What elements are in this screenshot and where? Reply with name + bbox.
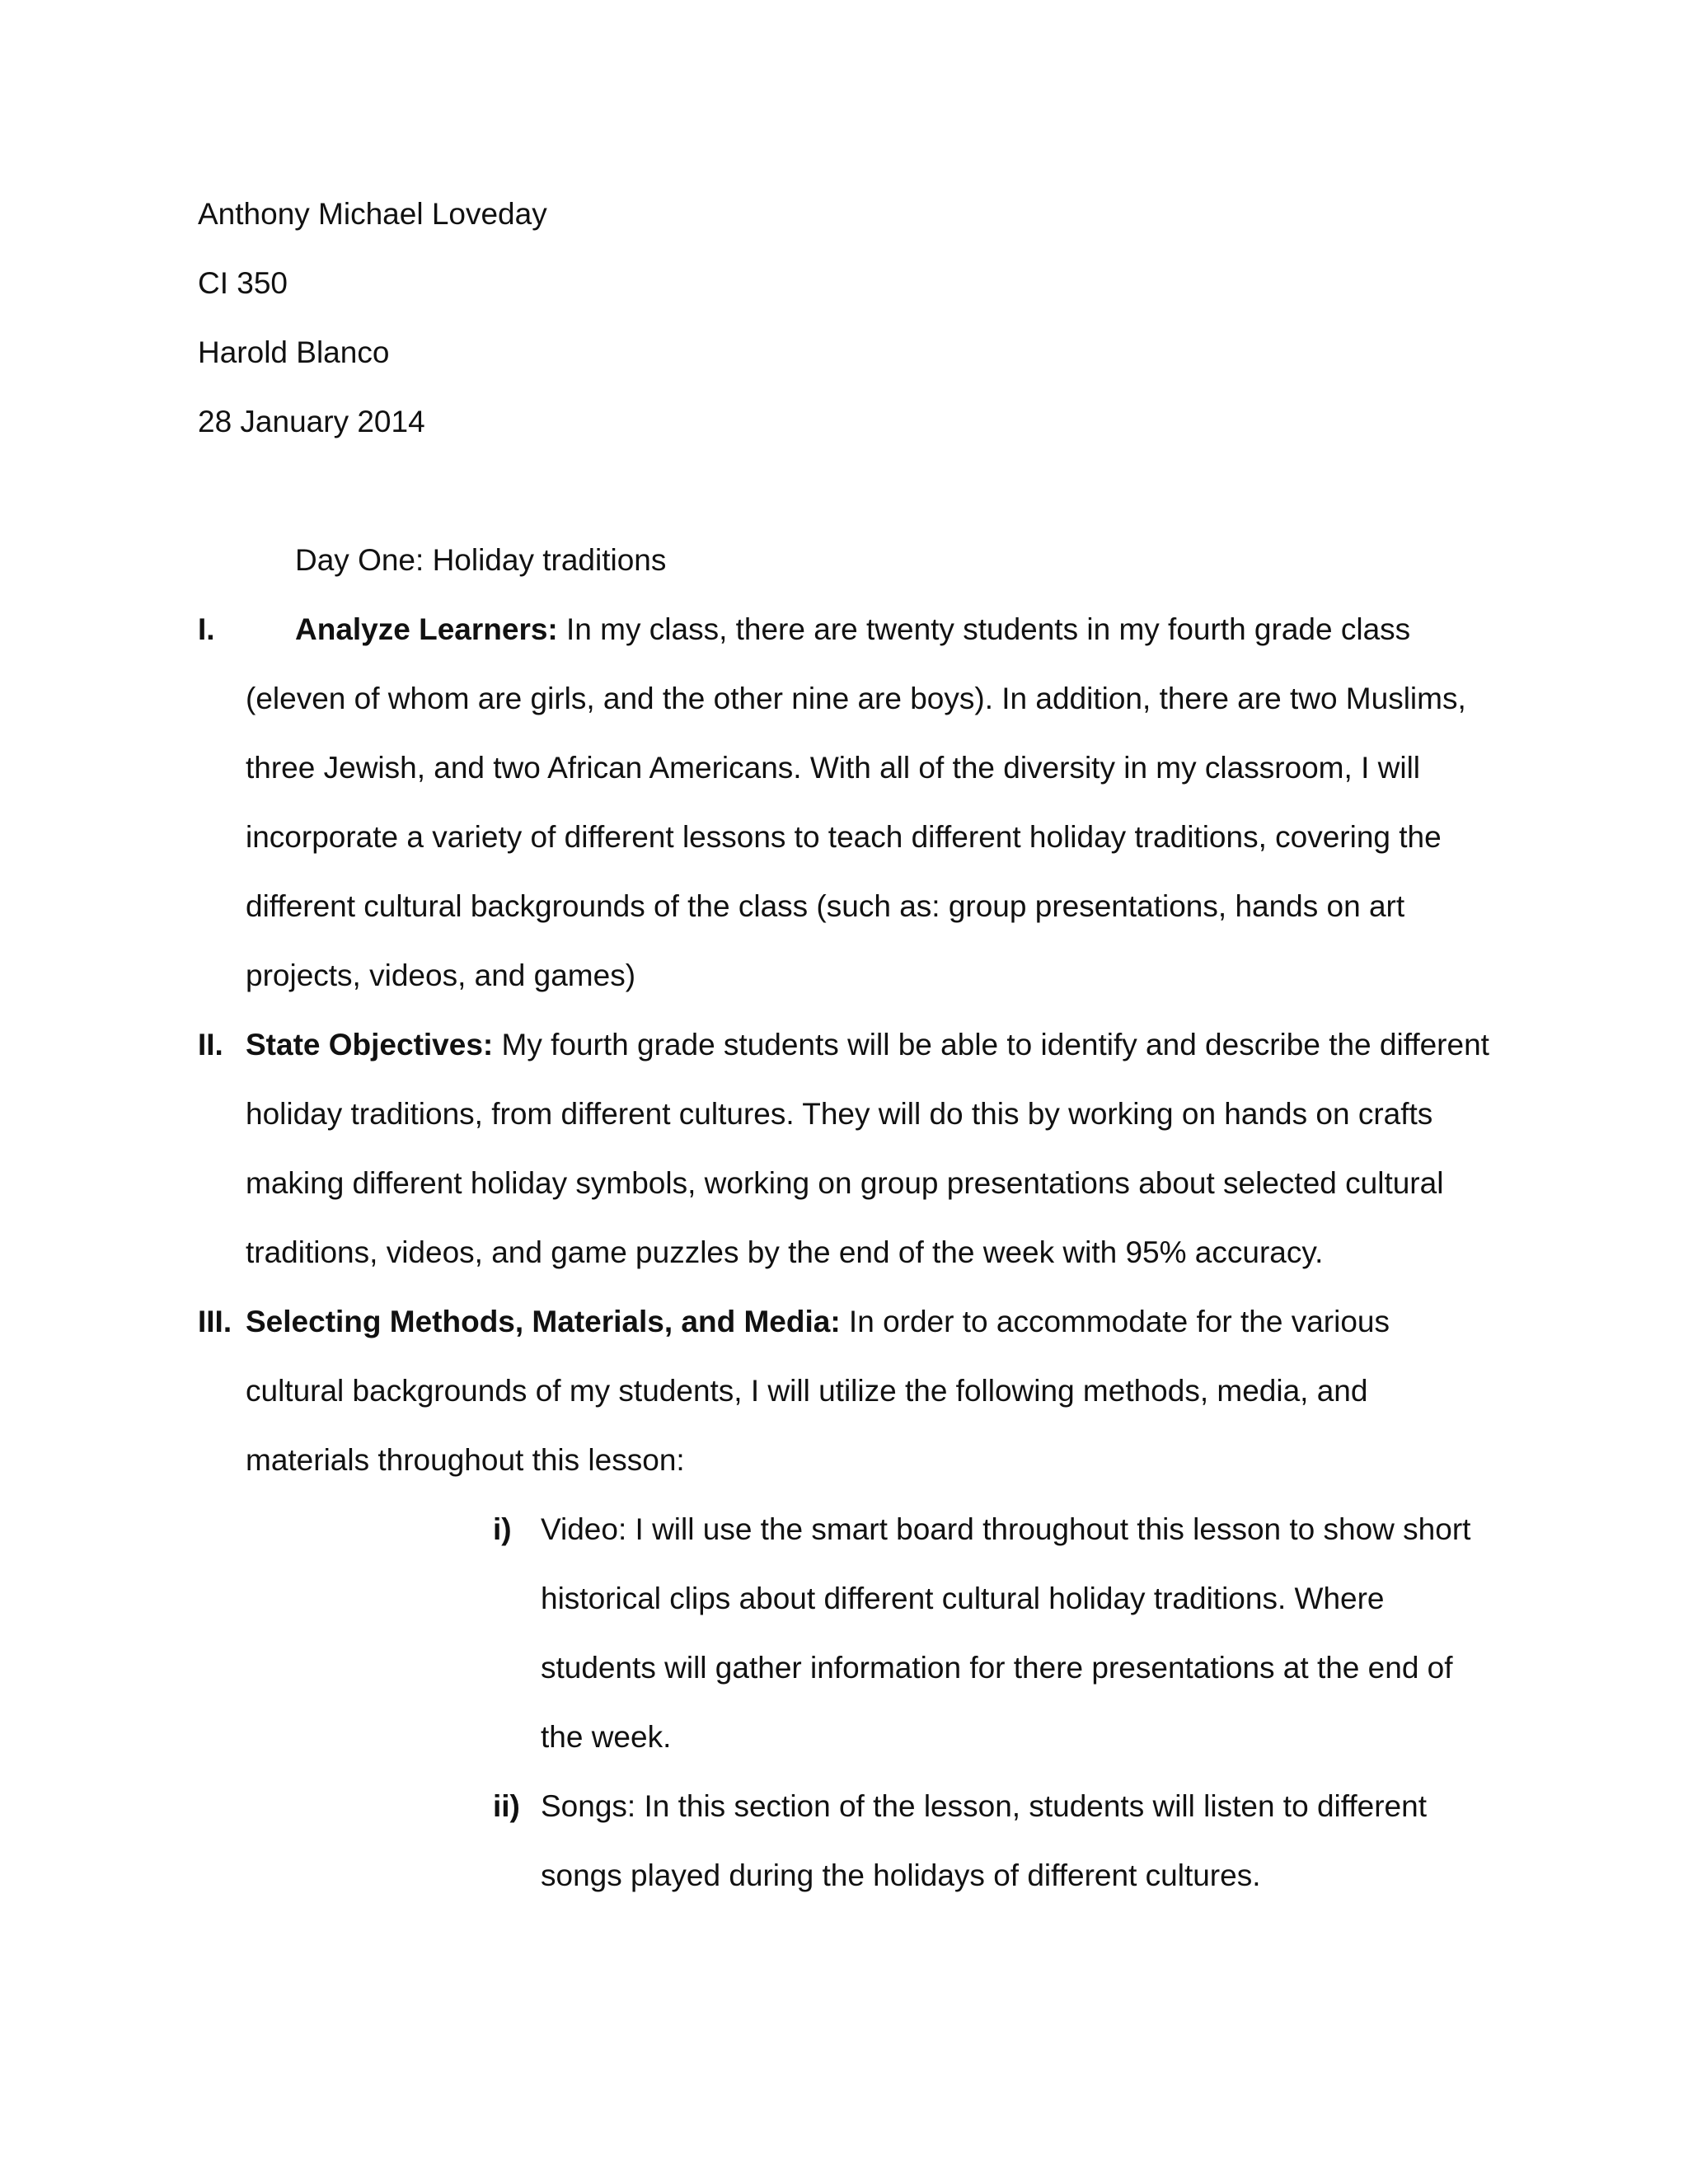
section-numeral: II. — [198, 1028, 223, 1062]
section-heading: State Objectives: — [246, 1028, 494, 1062]
section-text-line: different cultural backgrounds of the class (such as: group presentations, hands on art — [246, 889, 1405, 923]
section-numeral: III. — [198, 1305, 232, 1338]
section-heading: Selecting Methods, Materials, and Media: — [246, 1305, 841, 1338]
sub-item-text-line: Songs: In this section of the lesson, students will listen to different — [541, 1789, 1427, 1823]
sub-item-text-line: historical clips about different cultural holiday traditions. Where — [541, 1582, 1385, 1615]
section-text-line: (eleven of whom are girls, and the other nine are boys). In addition, there are two Muslims, — [246, 682, 1466, 715]
section-text-line: incorporate a variety of different lessons to teach different holiday traditions, covering the — [246, 820, 1442, 854]
course-code: CI 350 — [198, 266, 288, 300]
section-first-line — [246, 1287, 1390, 1357]
instructor-name: Harold Blanco — [198, 335, 390, 369]
sub-item-text-line: Video: I will use the smart board throughout this lesson to show short — [541, 1512, 1471, 1546]
document-date: 28 January 2014 — [198, 405, 425, 438]
section-text: In order to accommodate for the various — [840, 1305, 1390, 1338]
sub-item-text-line: songs played during the holidays of different cultures. — [541, 1858, 1261, 1892]
section-first-line — [246, 1010, 1489, 1080]
author-name: Anthony Michael Loveday — [198, 197, 547, 231]
section-text: In my class, there are twenty students in my fourth grade class — [557, 612, 1411, 646]
day-title: Day One: Holiday traditions — [295, 543, 667, 577]
section-text-line: holiday traditions, from different cultures. They will do this by working on hands on crafts — [246, 1097, 1433, 1131]
section-text-line: projects, videos, and games) — [246, 958, 636, 992]
section-heading: Analyze Learners: — [295, 612, 558, 646]
section-text-line: traditions, videos, and game puzzles by the end of the week with 95% accuracy. — [246, 1235, 1324, 1269]
section-text-line: materials throughout this lesson: — [246, 1443, 685, 1477]
sub-item-numeral: i) — [493, 1512, 512, 1546]
section-first-line — [295, 595, 1410, 664]
section-text-line: cultural backgrounds of my students, I will utilize the following methods, media, and — [246, 1374, 1368, 1408]
section-numeral: I. — [198, 612, 215, 646]
section-text-line: making different holiday symbols, working on group presentations about selected cultural — [246, 1166, 1444, 1200]
sub-item-numeral: ii) — [493, 1789, 520, 1823]
section-text: My fourth grade students will be able to identify and describe the different — [493, 1028, 1489, 1062]
section-text-line: three Jewish, and two African Americans. With all of the diversity in my classroom, I will — [246, 751, 1421, 785]
sub-item-text-line: students will gather information for there presentations at the end of — [541, 1651, 1453, 1685]
sub-item-text-line: the week. — [541, 1720, 672, 1754]
